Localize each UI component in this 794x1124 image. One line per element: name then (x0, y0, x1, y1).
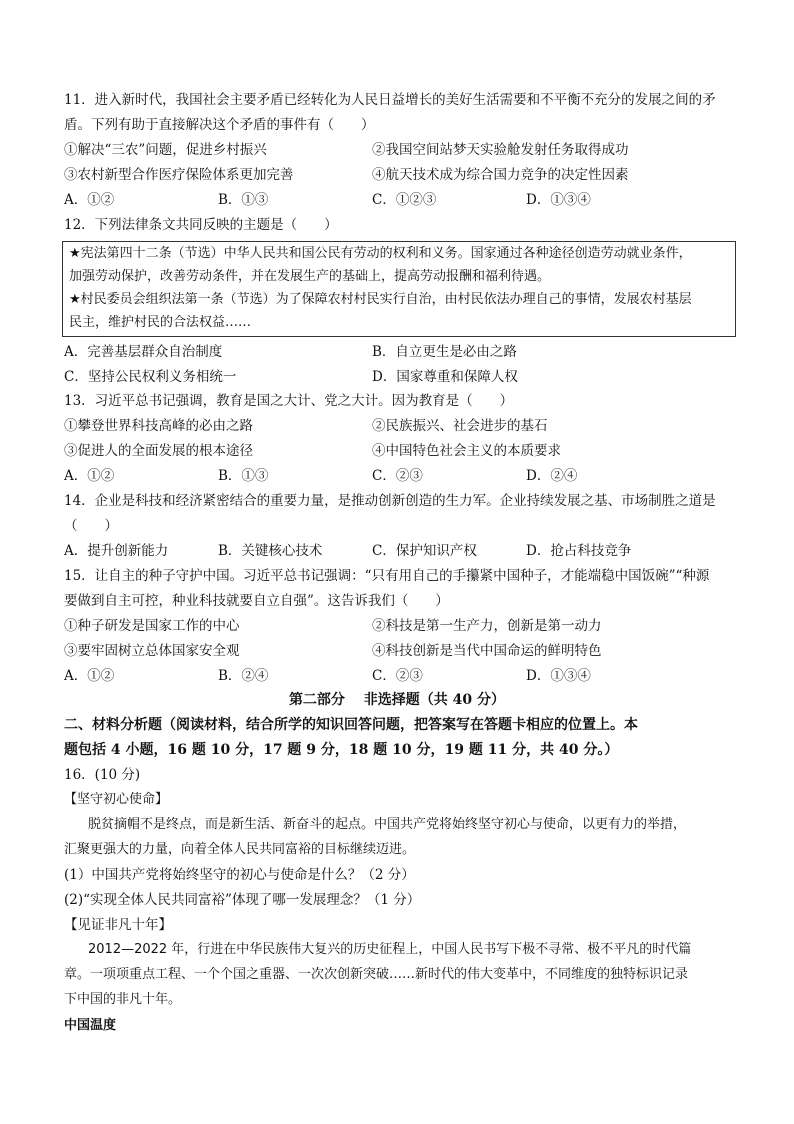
q16-para1-line2: 汇聚更强大的力量，向着全体人民共同富裕的目标继续迈进。 (64, 842, 416, 857)
section2-instructions-line2: 题包括 4 小题，16 题 10 分，17 题 9 分，18 题 10 分，19 题 11 分，共 40 分。） (64, 742, 619, 758)
q16-para2-line1: 2012—2022 年，行进在中华民族伟大复兴的历史征程上，中国人民书写下极不寻常、极不平凡的时代篇 (88, 942, 692, 957)
q16-heading-2: 【见证非凡十年】 (64, 917, 172, 933)
q13-option-a: A．①② (64, 468, 115, 484)
q12-option-a: A．完善基层群众自治制度 (64, 344, 223, 360)
q12-box-line4: 民主，维护村民的合法权益…… (69, 315, 252, 330)
q11-option-a: A．①② (64, 192, 115, 208)
q13-option-b: B．①③ (218, 468, 269, 484)
q15-item-2: ②科技是第一生产力，创新是第一动力 (372, 618, 602, 634)
q16-header: 16．(10 分) (64, 767, 141, 783)
q11-item-3: ③农村新型合作医疗保险体系更加完善 (64, 167, 294, 183)
q14-option-a: A．提升创新能力 (64, 543, 169, 559)
q11-option-c: C．①②③ (372, 192, 437, 208)
q13-item-1: ①攀登世界科技高峰的必由之路 (64, 418, 253, 434)
q15-option-b: B．②④ (218, 668, 269, 684)
q14-stem-line1: 14．企业是科技和经济紧密结合的重要力量，是推动创新创造的生力军。企业持续发展之基、市场制胜之道是 (64, 493, 716, 509)
q11-stem-line2: 盾。下列有助于直接解决这个矛盾的事件有（ ） (64, 117, 375, 133)
q12-option-c: C．坚持公民权利义务相统一 (64, 369, 237, 385)
q12-option-b: B．自立更生是必由之路 (372, 344, 517, 360)
q11-stem-line1: 11．进入新时代，我国社会主要矛盾已经转化为人民日益增长的美好生活需要和不平衡不充分的发展之间的矛 (64, 92, 716, 108)
q15-option-a: A．①② (64, 668, 115, 684)
q11-option-d: D．①③④ (526, 192, 591, 208)
q15-item-3: ③要牢固树立总体国家安全观 (64, 643, 240, 659)
q14-option-d: D．抢占科技竞争 (526, 543, 632, 559)
q12-box-line2: 加强劳动保护，改善劳动条件，并在发展生产的基础上，提高劳动报酬和福利待遇。 (69, 269, 551, 284)
q13-option-c: C．②③ (372, 468, 423, 484)
q13-option-d: D．②④ (526, 468, 578, 484)
q16-para2-line3: 下中国的非凡十年。 (64, 992, 182, 1007)
q16-sub-question-2: (2)“实现全体人民共同富裕”体现了哪一发展理念？（1 分） (64, 892, 421, 908)
q12-box-line1: ★宪法第四十二条（节选）中华人民共和国公民有劳动的权利和义务。国家通过各种途径创造劳动就业条件， (69, 246, 692, 261)
q13-stem: 13．习近平总书记强调，教育是国之大计、党之大计。因为教育是（ ） (64, 393, 514, 409)
q16-heading-3: 中国温度 (64, 1018, 117, 1033)
q11-item-2: ②我国空间站梦天实验舱发射任务取得成功 (372, 142, 629, 158)
q11-option-b: B．①③ (218, 192, 269, 208)
q15-stem-line1: 15．让自主的种子守护中国。习近平总书记强调：“只有用自己的手攥紧中国种子，才能端稳中国饭碗”“种源 (64, 568, 710, 584)
q12-material-box (62, 241, 736, 337)
q15-option-d: D．①③④ (526, 668, 591, 684)
q16-para1-line1: 脱贫摘帽不是终点，而是新生活、新奋斗的起点。中国共产党将始终坚守初心与使命，以更有力的举措， (88, 817, 687, 832)
q13-item-3: ③促进人的全面发展的根本途径 (64, 443, 253, 459)
q15-option-c: C．②③ (372, 668, 423, 684)
q16-sub-question-1: (1）中国共产党将始终坚守的初心与使命是什么？（2 分） (64, 867, 415, 883)
q14-option-c: C．保护知识产权 (372, 543, 477, 559)
q12-box-line3: ★村民委员会组织法第一条（节选）为了保障农村村民实行自治，由村民依法办理自己的事情，发展农村基层 (69, 292, 692, 307)
q15-item-1: ①种子研发是国家工作的中心 (64, 618, 240, 634)
q16-heading-1: 【坚守初心使命】 (64, 792, 169, 807)
q13-item-2: ②民族振兴、社会进步的基石 (372, 418, 548, 434)
q12-option-d: D．国家尊重和保障人权 (372, 369, 518, 385)
q14-option-b: B．关键核心技术 (218, 543, 323, 559)
q14-stem-line2: （ ） (64, 518, 118, 534)
q15-stem-line2: 要做到自主可控，种业科技就要自立自强”。这告诉我们（ ） (64, 593, 449, 609)
q13-item-4: ④中国特色社会主义的本质要求 (372, 443, 561, 459)
q11-item-1: ①解决“三农”问题，促进乡村振兴 (64, 142, 267, 158)
section2-instructions-line1: 二、材料分析题（阅读材料，结合所学的知识回答问题，把答案写在答题卡相应的位置上。本 (64, 717, 638, 733)
q16-para2-line2: 章。一项项重点工程、一个个国之重器、一次次创新突破……新时代的伟大变革中，不同维度的独特标识记录 (64, 967, 689, 982)
q12-stem: 12．下列法律条文共同反映的主题是（ ） (64, 217, 338, 233)
q11-item-4: ④航天技术成为综合国力竞争的决定性因素 (372, 167, 629, 183)
part2-title: 第二部分 非选择题（共 40 分） (288, 692, 506, 708)
q15-item-4: ④科技创新是当代中国命运的鲜明特色 (372, 643, 602, 659)
